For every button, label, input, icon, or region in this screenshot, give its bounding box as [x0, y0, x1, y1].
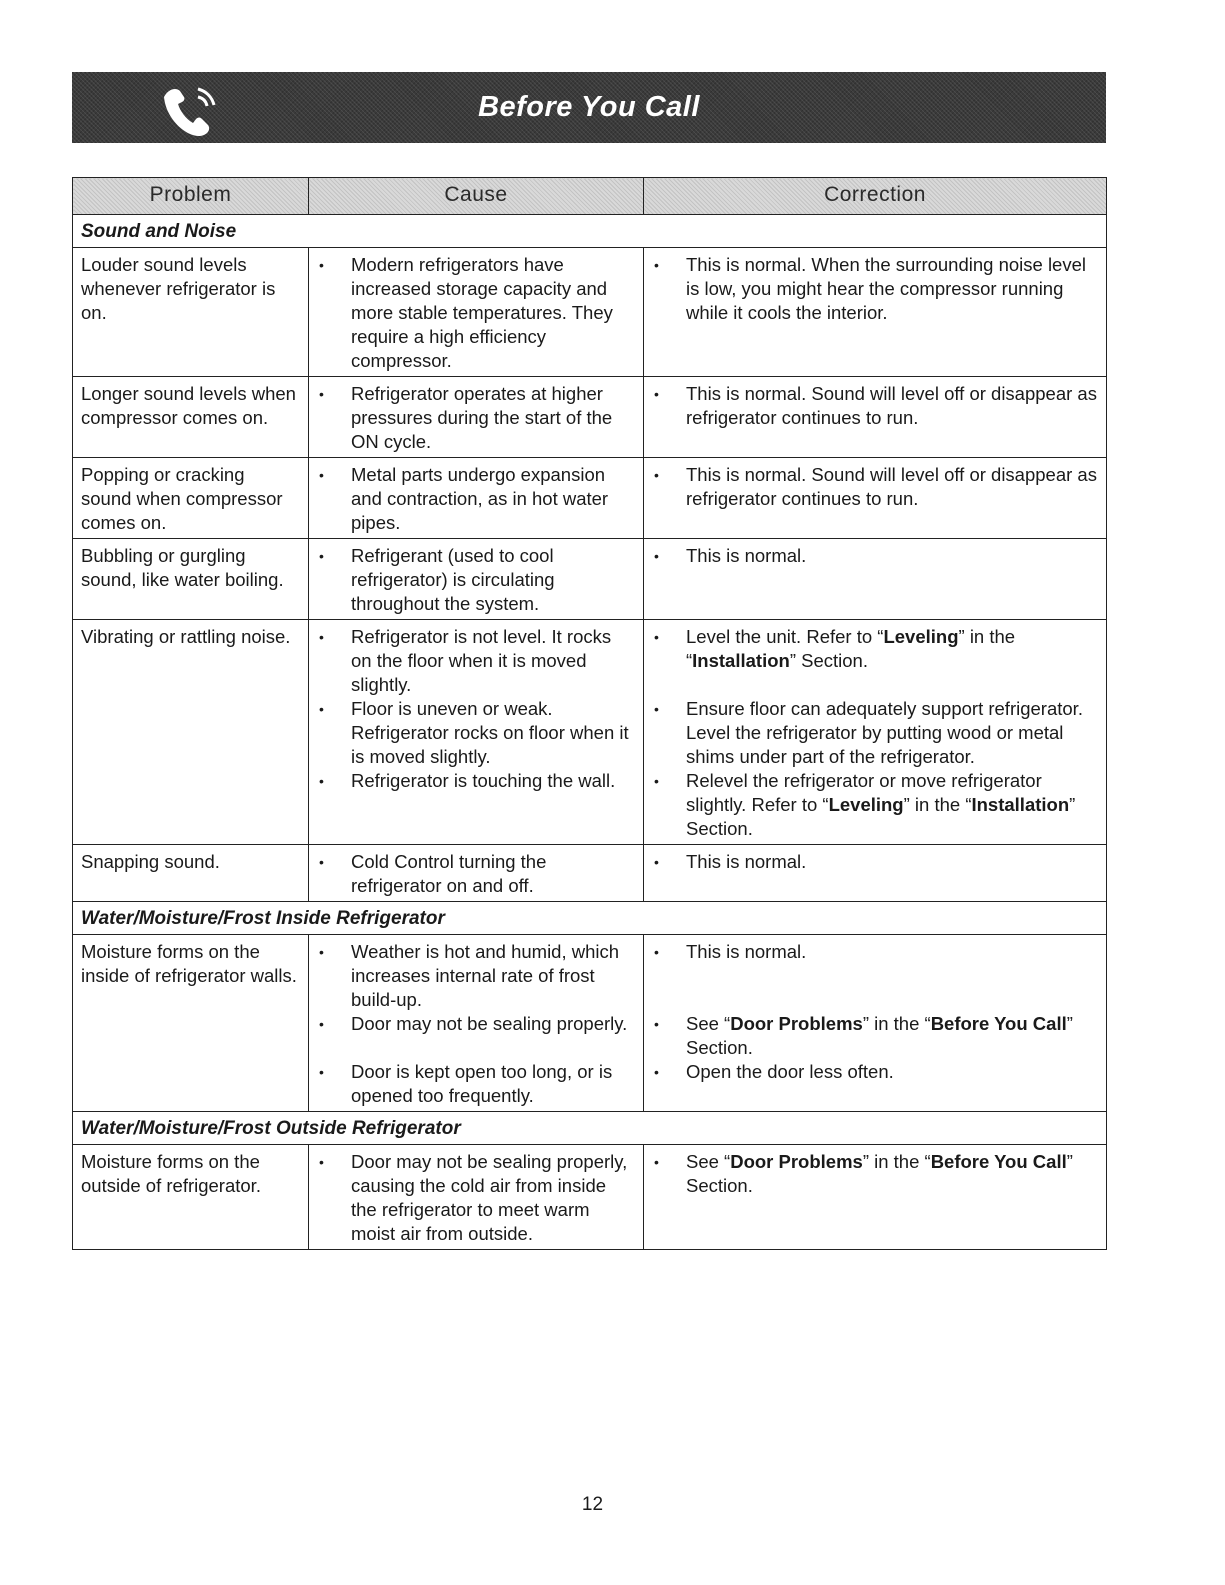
- correction-text: See “: [686, 1013, 731, 1034]
- cause-cell: [309, 248, 644, 377]
- cause-cell: [309, 935, 644, 1112]
- cause-item: • Refrigerator is not level. It rocks on the floor when it is moved slightly.: [317, 625, 635, 697]
- section-reference: Door Problems: [730, 1151, 863, 1172]
- section-reference: Door Problems: [730, 1013, 863, 1034]
- correction-text: This is normal. Sound will level off or disappear as refrigerator continues to run.: [686, 383, 1097, 428]
- correction-text: This is normal. When the surrounding noise level is low, you might hear the compressor running while it cools the interior.: [686, 254, 1086, 323]
- problem-cell: Popping or cracking sound when compressor comes on.: [73, 458, 309, 539]
- correction-text: ” in the “: [862, 1013, 931, 1034]
- correction-list: [652, 544, 1098, 568]
- cause-list: [317, 940, 635, 1108]
- section-title: Sound and Noise: [73, 215, 1107, 248]
- correction-cell: [644, 248, 1107, 377]
- cause-list: [317, 463, 635, 535]
- cause-list: [317, 253, 635, 373]
- section-title: Water/Moisture/Frost Inside Refrigerator: [73, 902, 1107, 935]
- correction-text: ” Section.: [789, 650, 868, 671]
- cause-item: • Refrigerator operates at higher pressures during the start of the ON cycle.: [317, 382, 635, 454]
- section-reference: Installation: [692, 650, 790, 671]
- table-row: [73, 935, 1107, 1112]
- section-reference: Before You Call: [930, 1151, 1067, 1172]
- header-cause: Cause: [309, 178, 644, 215]
- table-row: [73, 458, 1107, 539]
- correction-text: ” in the “: [903, 794, 972, 815]
- correction-list: [652, 850, 1098, 874]
- page-number: 12: [581, 1494, 604, 1515]
- problem-cell: Longer sound levels when compressor comes on.: [73, 377, 309, 458]
- section-row: [73, 215, 1107, 248]
- correction-item: [652, 463, 1098, 511]
- problem-cell: Vibrating or rattling noise.: [73, 620, 309, 845]
- section-reference: Leveling: [828, 794, 904, 815]
- section-reference: Leveling: [883, 626, 959, 647]
- correction-text: This is normal.: [686, 851, 807, 872]
- correction-item: [652, 850, 1098, 874]
- correction-text: ” Section.: [686, 1013, 1073, 1058]
- correction-cell: [644, 620, 1107, 845]
- cause-cell: [309, 845, 644, 902]
- page-banner: [72, 72, 1106, 143]
- cause-item: • Floor is uneven or weak. Refrigerator rocks on floor when it is moved slightly.: [317, 697, 635, 769]
- cause-cell: [309, 458, 644, 539]
- correction-item: [652, 544, 1098, 568]
- table-row: [73, 248, 1107, 377]
- correction-text: ” Section.: [686, 1151, 1073, 1196]
- problem-cell: Snapping sound.: [73, 845, 309, 902]
- correction-list: [652, 940, 1098, 1108]
- section-reference: Installation: [971, 794, 1070, 815]
- correction-text: Open the door less often.: [686, 1061, 894, 1082]
- cause-item: • Door is kept open too long, or is opened too frequently.: [317, 1060, 635, 1108]
- cause-item: • Modern refrigerators have increased storage capacity and more stable temperatures. They require a high efficiency compressor.: [317, 253, 635, 373]
- troubleshooting-table: [72, 177, 1107, 1250]
- cause-list: [317, 544, 635, 616]
- cause-item: • Refrigerant (used to cool refrigerator) is circulating throughout the system.: [317, 544, 635, 616]
- cause-item: • Metal parts undergo expansion and contraction, as in hot water pipes.: [317, 463, 635, 535]
- correction-item: [652, 1150, 1098, 1198]
- table-header-row: [73, 178, 1107, 215]
- correction-item: [652, 940, 1098, 1012]
- correction-cell: [644, 1145, 1107, 1250]
- cause-list: [317, 1150, 635, 1246]
- correction-text: ” in the “: [686, 626, 1016, 671]
- table-row: [73, 845, 1107, 902]
- cause-item: • Weather is hot and humid, which increases internal rate of frost build-up.: [317, 940, 635, 1012]
- cause-list: [317, 850, 635, 898]
- section-title: Water/Moisture/Frost Outside Refrigerator: [73, 1112, 1107, 1145]
- correction-item: [652, 382, 1098, 430]
- header-correction: Correction: [644, 178, 1107, 215]
- table-row: [73, 620, 1107, 845]
- section-reference: Before You Call: [930, 1013, 1067, 1034]
- section-row: [73, 1112, 1107, 1145]
- correction-list: [652, 382, 1098, 430]
- cause-cell: [309, 620, 644, 845]
- correction-cell: [644, 458, 1107, 539]
- problem-cell: Louder sound levels whenever refrigerator is on.: [73, 248, 309, 377]
- problem-cell: Bubbling or gurgling sound, like water boiling.: [73, 539, 309, 620]
- table-row: [73, 377, 1107, 458]
- correction-list: [652, 463, 1098, 511]
- cause-item: • Door may not be sealing properly, causing the cold air from inside the refrigerator to meet warm moist air from outside.: [317, 1150, 635, 1246]
- page-title: Before You Call: [478, 91, 700, 123]
- cause-cell: [309, 377, 644, 458]
- correction-cell: [644, 845, 1107, 902]
- correction-list: [652, 625, 1098, 841]
- cause-item: • Door may not be sealing properly.: [317, 1012, 635, 1060]
- correction-text: ” in the “: [862, 1151, 931, 1172]
- correction-cell: [644, 539, 1107, 620]
- correction-item: [652, 253, 1098, 325]
- header-problem: Problem: [73, 178, 309, 215]
- correction-text: Relevel the refrigerator or move refrigerator slightly. Refer to “: [686, 770, 1042, 815]
- problem-cell: Moisture forms on the outside of refrigerator.: [73, 1145, 309, 1250]
- correction-text: Level the unit. Refer to “: [686, 626, 884, 647]
- cause-cell: [309, 1145, 644, 1250]
- correction-item: [652, 697, 1098, 769]
- correction-text: This is normal.: [686, 941, 807, 962]
- correction-cell: [644, 935, 1107, 1112]
- table-body: [73, 215, 1107, 1250]
- correction-text: See “: [686, 1151, 731, 1172]
- cause-cell: [309, 539, 644, 620]
- correction-item: [652, 1060, 1098, 1108]
- cause-item: • Refrigerator is touching the wall.: [317, 769, 635, 841]
- correction-list: [652, 253, 1098, 325]
- section-row: [73, 902, 1107, 935]
- correction-text: This is normal. Sound will level off or disappear as refrigerator continues to run.: [686, 464, 1097, 509]
- correction-text: Ensure floor can adequately support refrigerator. Level the refrigerator by putting wood or metal shims under part of the refrigerator.: [686, 698, 1083, 767]
- problem-cell: Moisture forms on the inside of refrigerator walls.: [73, 935, 309, 1112]
- correction-text: ” Section.: [686, 794, 1076, 839]
- cause-item: • Cold Control turning the refrigerator on and off.: [317, 850, 635, 898]
- correction-item: [652, 769, 1098, 841]
- table-row: [73, 539, 1107, 620]
- correction-cell: [644, 377, 1107, 458]
- correction-item: [652, 625, 1098, 697]
- correction-text: This is normal.: [686, 545, 807, 566]
- cause-list: [317, 625, 635, 841]
- correction-item: [652, 1012, 1098, 1060]
- cause-list: [317, 382, 635, 454]
- table-row: [73, 1145, 1107, 1250]
- correction-list: [652, 1150, 1098, 1198]
